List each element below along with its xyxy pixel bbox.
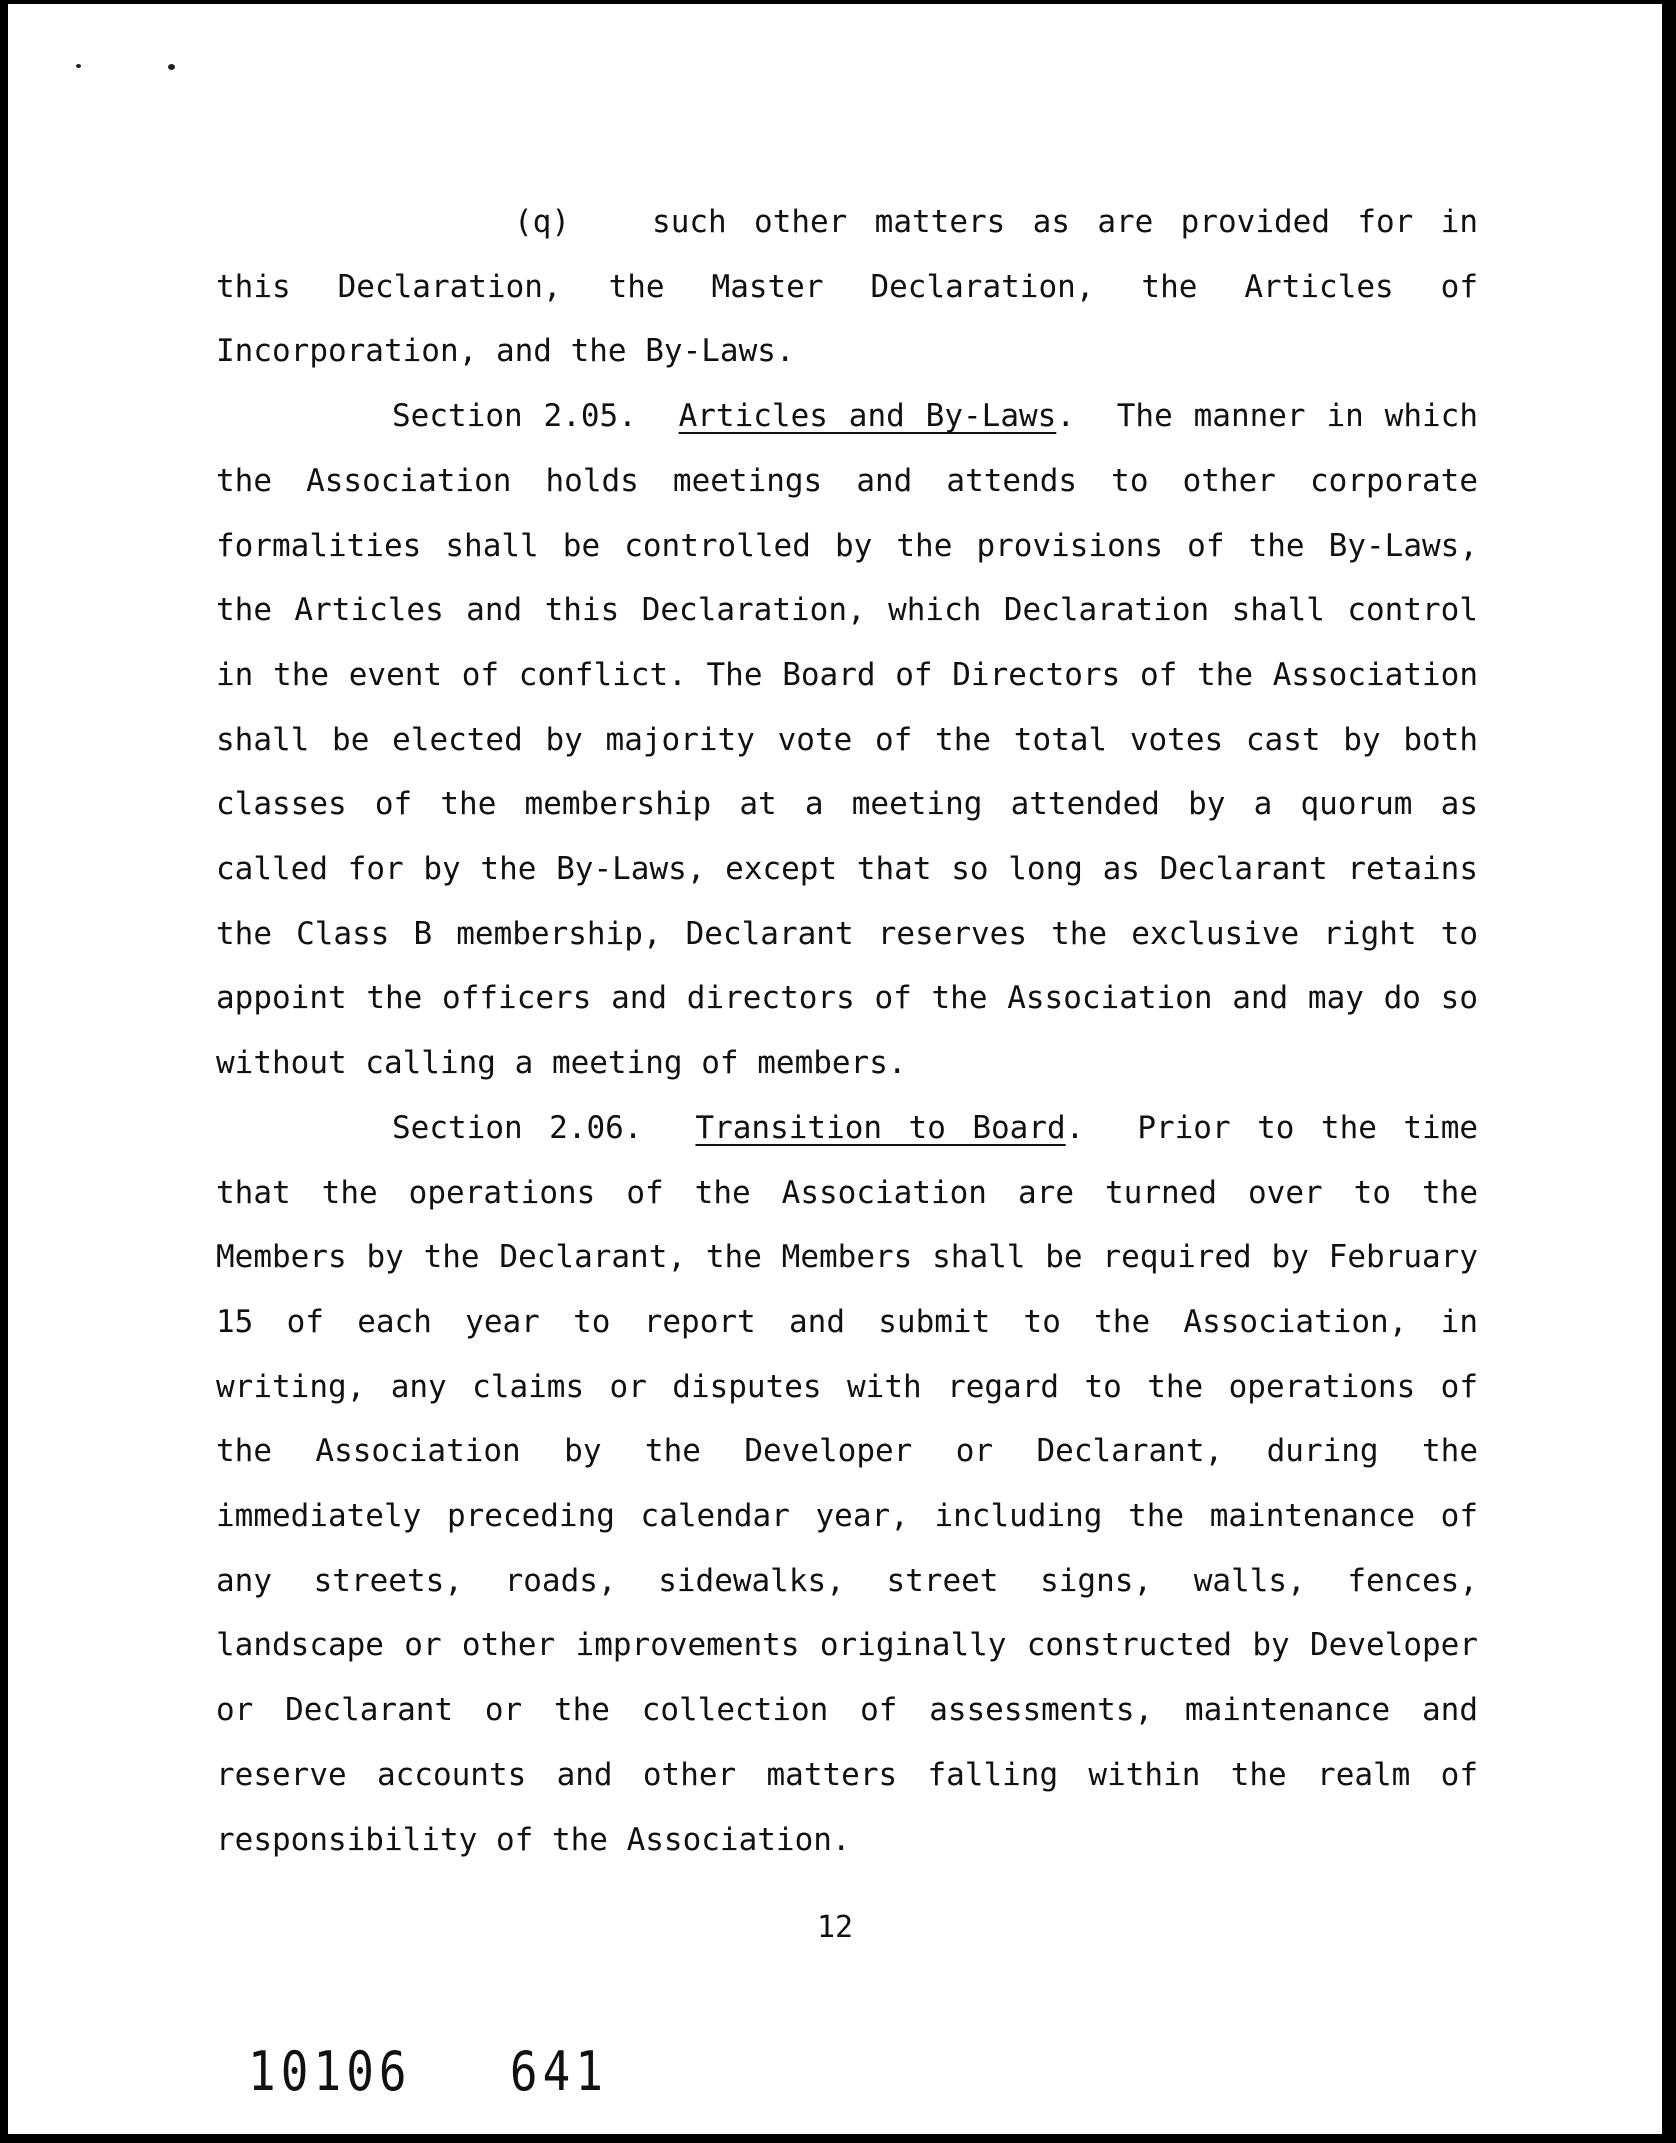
section-body: The manner in which the Association holds meetings and attends to other corporate formalities shall be controlled by the provisions of the By-Laws, the Articles and this Declaration, which Declaration shall control in the event of conflict. The Board of Directors of the Association shall be elected by majority vote of the total votes cast by both classes of the membership at a meeting attended by a quorum as called for by the By-Laws, except that so long as Declarant retains the Class B membership, Declarant reserves the exclusive right to appoint the officers and directors of the Association and may do so without calling a meeting of members. <box>216 398 1479 1082</box>
section-number: Section 2.06. <box>392 1109 643 1146</box>
stamp-book-number: 10106 <box>248 2040 412 2103</box>
item-label: (q) <box>514 204 570 240</box>
scan-speck <box>168 64 175 70</box>
section-heading-period: . <box>1065 1109 1085 1146</box>
section-2-06 <box>216 1096 1478 1872</box>
scan-speck <box>76 64 81 68</box>
recording-stamp <box>248 2040 608 2103</box>
section-heading-period: . <box>1056 398 1075 435</box>
section-2-05 <box>216 384 1478 1096</box>
body-text <box>216 190 1478 1872</box>
section-heading: Transition to Board <box>695 1109 1066 1146</box>
section-body: Prior to the time that the operations of the Association are turned over to the Members by the Declarant, the Members shall be required by February 15 of each year to report and submit to the Association, in writing, any claims or disputes with regard to the operations of the Association by the Developer or Declarant, during the immediately preceding calendar year, including the maintenance of any streets, roads, sidewalks, street signs, walls, fences, landscape or other improvements originally constructed by Developer or Declarant or the collection of assessments, maintenance and reserve accounts and other matters falling within the realm of responsibility of the Association. <box>216 1109 1479 1858</box>
stamp-page-number: 641 <box>509 2040 609 2103</box>
section-heading: Articles and By-Laws <box>678 398 1057 435</box>
item-text: such other matters as are provided for in this Declaration, the Master Declaration, the Articles of Incorporation, and the By-Laws. <box>216 204 1478 370</box>
section-number: Section 2.05. <box>392 398 637 435</box>
document-page <box>8 4 1662 2134</box>
page-number: 12 <box>816 1910 854 1945</box>
paragraph-q <box>216 190 1478 384</box>
